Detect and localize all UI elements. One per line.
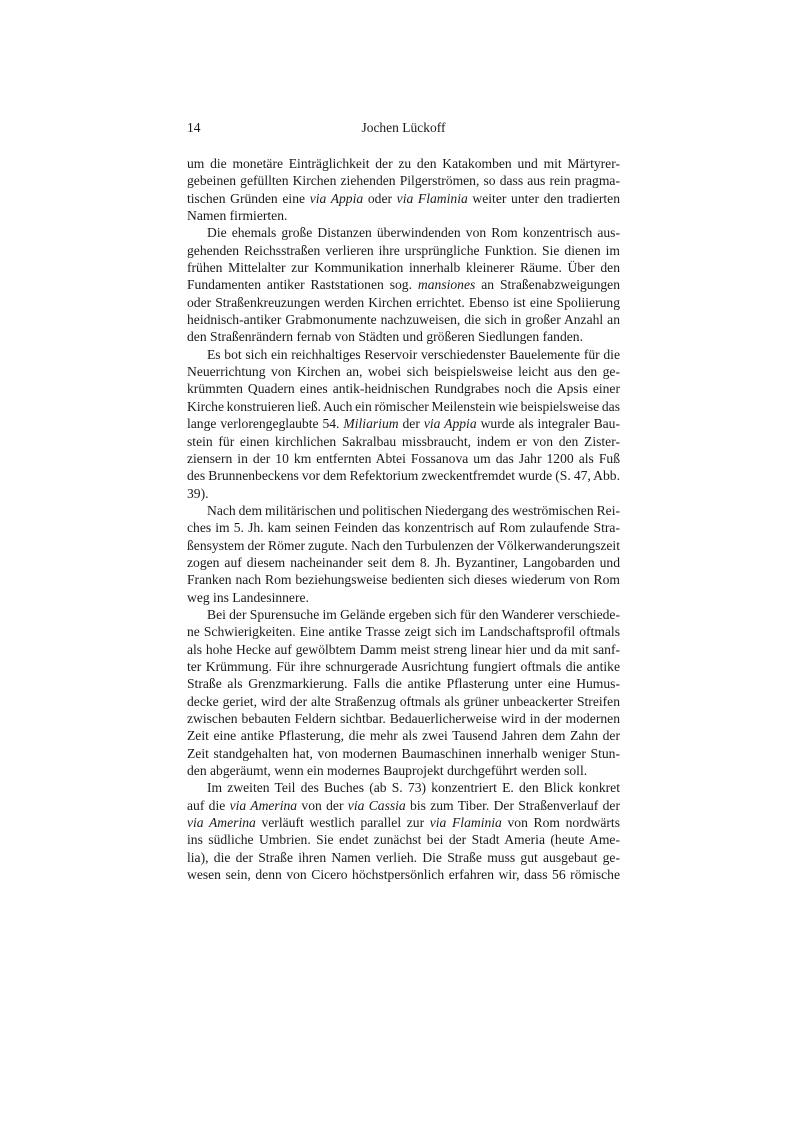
text-line xyxy=(187,207,620,224)
text-line xyxy=(187,172,620,189)
text-run: Kirche konstruieren ließ. Auch ein römischer Meilenstein wie beispielsweise das xyxy=(187,398,620,414)
text-run: Fundamenten antiker Raststationen sog. xyxy=(187,277,418,293)
text-line xyxy=(187,831,620,848)
text-run: des Brunnenbeckens vor dem Refektorium zweckentfremdet wurde (S. 47, Abb. xyxy=(187,468,620,484)
text-run: oder Straßenkreuzungen werden Kirchen errichtet. Ebenso ist eine Spoliierung xyxy=(187,294,620,310)
text-run: Neuerrichtung von Kirchen an, wobei sich beispielsweise leicht aus den ge- xyxy=(187,364,620,380)
text-run: tischen Gründen eine xyxy=(187,190,310,206)
text-run: krümmten Quadern eines antik-heidnischen Rundgrabes noch die Apsis einer xyxy=(187,381,620,397)
text-line xyxy=(187,276,620,293)
text-line xyxy=(187,433,620,450)
text-line xyxy=(187,641,620,658)
text-run: Zeit standgehalten hat, von modernen Baumaschinen innerhalb weniger Stun- xyxy=(187,745,620,761)
text-run: Im zweiten Teil des Buches (ab S. 73) konzentriert E. den Blick konkret xyxy=(207,780,620,796)
text-run: weiter unter den tradierten xyxy=(467,190,620,206)
text-run: lia), die der Straße ihren Namen verlieh. Die Straße muss gut ausgebaut ge- xyxy=(187,849,620,865)
text-run: 39). xyxy=(187,485,209,501)
text-run: als hohe Hecke auf gewölbtem Damm meist streng linear hier und da mit sanf- xyxy=(187,641,620,657)
text-line xyxy=(187,675,620,692)
text-line xyxy=(187,849,620,866)
text-line xyxy=(187,485,620,502)
text-line xyxy=(187,450,620,467)
text-line xyxy=(187,537,620,554)
text-run: ßensystem der Römer zugute. Nach den Turbulenzen der Völkerwanderungszeit xyxy=(187,537,620,553)
text-line xyxy=(187,571,620,588)
text-run: Die ehemals große Distanzen überwindenden von Rom konzentrisch aus- xyxy=(207,225,620,241)
text-run: oder xyxy=(363,190,397,206)
text-line xyxy=(187,745,620,762)
text-line xyxy=(187,727,620,744)
text-run: bis zum Tiber. Der Straßenverlauf der xyxy=(405,797,620,813)
text-run: zwischen bebauten Feldern sichtbar. Bedauerlicherweise wird in der modernen xyxy=(187,711,620,726)
text-run: lange verlorengeglaubte 54. xyxy=(187,416,344,432)
text-line xyxy=(187,866,620,883)
text-line xyxy=(187,467,620,484)
text-run: heidnisch-antiker Grabmonumente nachzuweisen, die sich in großer Anzahl an xyxy=(187,312,620,328)
text-run: auf die xyxy=(187,797,230,813)
text-run: Es bot sich ein reichhaltiges Reservoir verschiedenster Bauelemente für die xyxy=(207,346,620,362)
text-line xyxy=(187,398,620,415)
text-run: gebeinen gefüllten Kirchen ziehenden Pilgerströmen, so dass aus rein pragma- xyxy=(187,173,620,189)
text-run: gehenden Reichsstraßen verlieren ihre ursprüngliche Funktion. Sie dienen im xyxy=(187,242,620,258)
text-line xyxy=(187,554,620,571)
text-line xyxy=(187,502,620,519)
italic-term: via Flaminia xyxy=(429,815,502,831)
text-run: an Straßenabzweigungen xyxy=(475,277,620,293)
text-run: wesen sein, denn von Cicero höchstpersönlich erfahren wir, dass 56 römische xyxy=(187,867,620,883)
text-run: wurde als integraler Bau- xyxy=(476,416,620,432)
text-run: Bei der Spurensuche im Gelände ergeben sich für den Wanderer verschiede- xyxy=(207,606,620,622)
text-line xyxy=(187,710,620,727)
text-run: ins südliche Umbrien. Sie endet zunächst bei der Stadt Ameria (heute Ame- xyxy=(187,832,620,848)
text-run: ter Krümmung. Für ihre schnurgerade Ausrichtung fungiert oftmals die antike xyxy=(187,658,620,674)
italic-term: via Amerina xyxy=(187,815,256,831)
text-line xyxy=(187,658,620,675)
text-line xyxy=(187,363,620,380)
text-run: den Straßenrändern fernab von Städten und größeren Siedlungen fanden. xyxy=(187,329,583,345)
text-line xyxy=(187,380,620,397)
text-run: von Rom nordwärts xyxy=(501,815,620,831)
italic-term: Miliarium xyxy=(343,416,399,432)
text-line xyxy=(187,328,620,345)
text-line xyxy=(187,294,620,311)
text-run: verläuft westlich parallel zur xyxy=(255,815,430,831)
italic-term: via Appia xyxy=(309,190,364,206)
text-line xyxy=(187,814,620,831)
text-run: stein für einen kirchlichen Sakralbau missbraucht, indem er von den Zister- xyxy=(187,433,620,449)
text-line xyxy=(187,259,620,276)
text-run: von der xyxy=(297,797,348,813)
text-line xyxy=(187,346,620,363)
text-run: Straße als Grenzmarkierung. Falls die antike Pflasterung unter eine Humus- xyxy=(187,676,620,692)
page-number: 14 xyxy=(187,120,201,135)
text-line xyxy=(187,415,620,432)
text-run: Franken nach Rom beziehungsweise bedienten sich dieses wiederum von Rom xyxy=(187,572,620,588)
text-line xyxy=(187,155,620,172)
text-line xyxy=(187,779,620,796)
body-text xyxy=(187,155,620,883)
italic-term: via Flaminia xyxy=(396,190,468,206)
text-run: Nach dem militärischen und politischen Niedergang des weströmischen Rei- xyxy=(207,502,620,518)
running-header xyxy=(187,120,620,138)
text-run: frühen Mittelalter zur Kommunikation innerhalb kleinerer Räume. Über den xyxy=(187,260,620,276)
text-line xyxy=(187,311,620,328)
text-line xyxy=(187,762,620,779)
text-line xyxy=(187,623,620,640)
text-line xyxy=(187,519,620,536)
text-run: der xyxy=(398,416,424,432)
italic-term: via Cassia xyxy=(347,797,406,813)
text-run: ches im 5. Jh. kam seinen Feinden das konzentrisch auf Rom zulaufende Stra- xyxy=(187,520,620,536)
text-line xyxy=(187,693,620,710)
text-run: decke geriet, wird der alte Straßenzug oftmals als grüner unbeackerter Streifen xyxy=(187,693,620,709)
text-run: den abgeräumt, wenn ein modernes Bauprojekt durchgeführt werden soll. xyxy=(187,763,588,779)
italic-term: via Appia xyxy=(423,416,477,432)
text-run: um die monetäre Einträglichkeit der zu den Katakomben und mit Märtyrer- xyxy=(187,156,620,171)
text-line xyxy=(187,242,620,259)
text-run: ne Schwierigkeiten. Eine antike Trasse zeigt sich im Landschaftsprofil oftmals xyxy=(187,624,620,640)
text-run: ziensern in der 10 km entfernten Abtei Fossanova um das Jahr 1200 als Fuß xyxy=(187,450,620,466)
text-line xyxy=(187,224,620,241)
text-line xyxy=(187,797,620,814)
italic-term: via Amerina xyxy=(229,797,298,813)
text-line xyxy=(187,190,620,207)
text-line xyxy=(187,606,620,623)
text-line xyxy=(187,589,620,606)
text-run: zogen auf diesem nacheinander seit dem 8. Jh. Byzantiner, Langobarden und xyxy=(187,554,620,570)
text-run: weg ins Landesinnere. xyxy=(187,589,309,605)
italic-term: mansiones xyxy=(417,277,476,293)
text-run: Zeit eine antike Pflasterung, die mehr als zwei Tausend Jahren dem Zahn der xyxy=(187,728,620,744)
text-run: Namen firmierten. xyxy=(187,208,288,224)
running-title: Jochen Lückoff xyxy=(361,120,446,135)
